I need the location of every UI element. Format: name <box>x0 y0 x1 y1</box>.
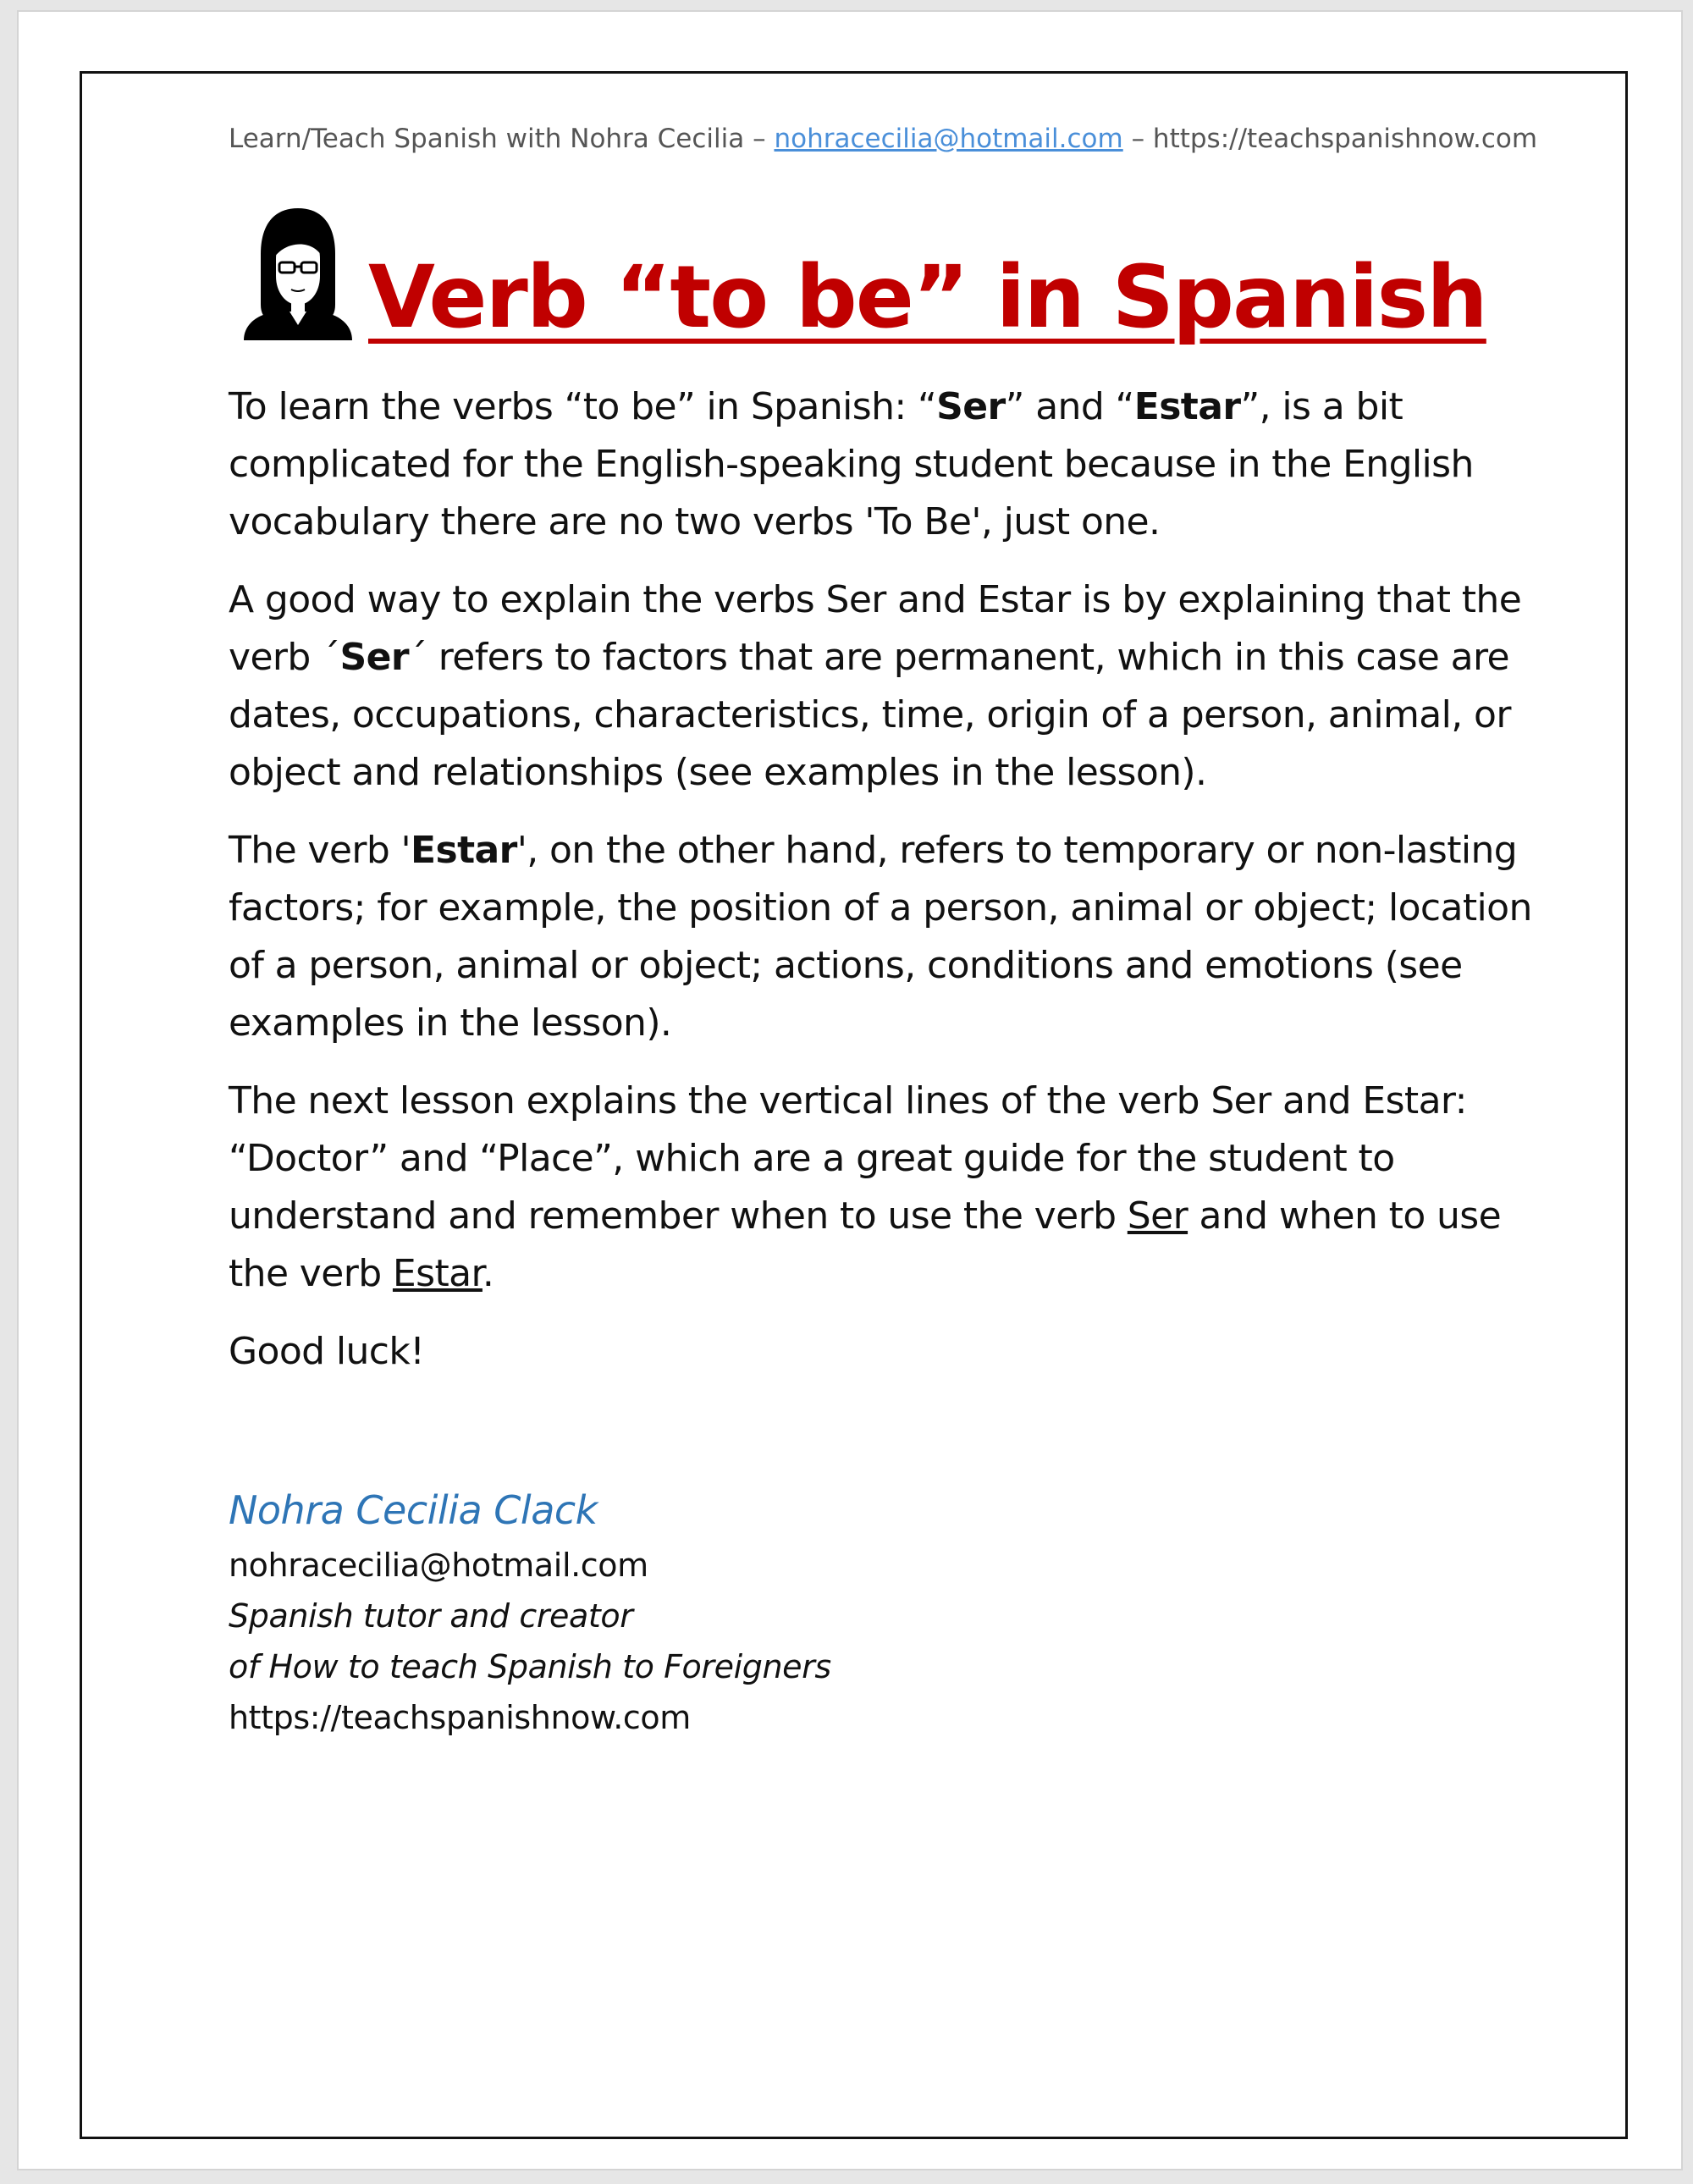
underlined-ser: Ser <box>1127 1194 1188 1238</box>
paragraph-3: The verb 'Estar', on the other hand, refers to temporary or non-lasting factors; for example, the position of a person, animal or object; location of a person, animal or object; actions, conditions and emotions (see examples in the lesson). <box>229 829 1532 1045</box>
header-suffix: – https://teachspanishnow.com <box>1122 124 1538 154</box>
signature-website: https://teachspanishnow.com <box>229 1699 691 1736</box>
bold-ser: Ser <box>936 385 1006 428</box>
signature-role-line-1: Spanish tutor and creator <box>229 1597 633 1635</box>
bold-ser: Ser <box>339 636 409 679</box>
paragraph-4: The next lesson explains the vertical lines of the verb Ser and Estar: “Doctor” and “Place”, which are a great guide for the student to understand and remember when to use the verb Ser and when to use the verb Estar. <box>229 1079 1502 1295</box>
bold-estar: Estar <box>411 829 517 872</box>
title-row <box>229 205 1532 378</box>
signature-email: nohracecilia@hotmail.com <box>229 1547 648 1584</box>
signature-name: Nohra Cecilia Clack <box>229 1487 598 1533</box>
woman-with-glasses-icon <box>239 205 357 340</box>
page-title: Verb “to be” in Spanish <box>368 247 1486 348</box>
page-header <box>229 105 1538 173</box>
signature-role-line-2: of How to teach Spanish to Foreigners <box>229 1648 831 1685</box>
paragraph-2: A good way to explain the verbs Ser and Estar is by explaining that the verb ´Ser´ refers to factors that are permanent, which in this case are dates, occupations, characteristics, time, origin of a person, animal, or object and relationships (see examples in the lesson). <box>229 578 1522 794</box>
document-content <box>229 105 1538 1743</box>
header-email-link[interactable]: nohracecilia@hotmail.com <box>774 124 1123 154</box>
bold-estar: Estar <box>1133 385 1241 428</box>
signature-block <box>229 1481 1532 1743</box>
paragraph-1: To learn the verbs “to be” in Spanish: “Ser” and “Estar”, is a bit complicated for the English-speaking student because in the English vocabulary there are no two verbs 'To Be', just one. <box>229 385 1474 543</box>
underlined-estar: Estar <box>392 1252 483 1295</box>
closing-line: Good luck! <box>229 1330 425 1373</box>
document-page <box>17 10 1683 2170</box>
header-prefix: Learn/Teach Spanish with Nohra Cecilia – <box>229 124 775 154</box>
